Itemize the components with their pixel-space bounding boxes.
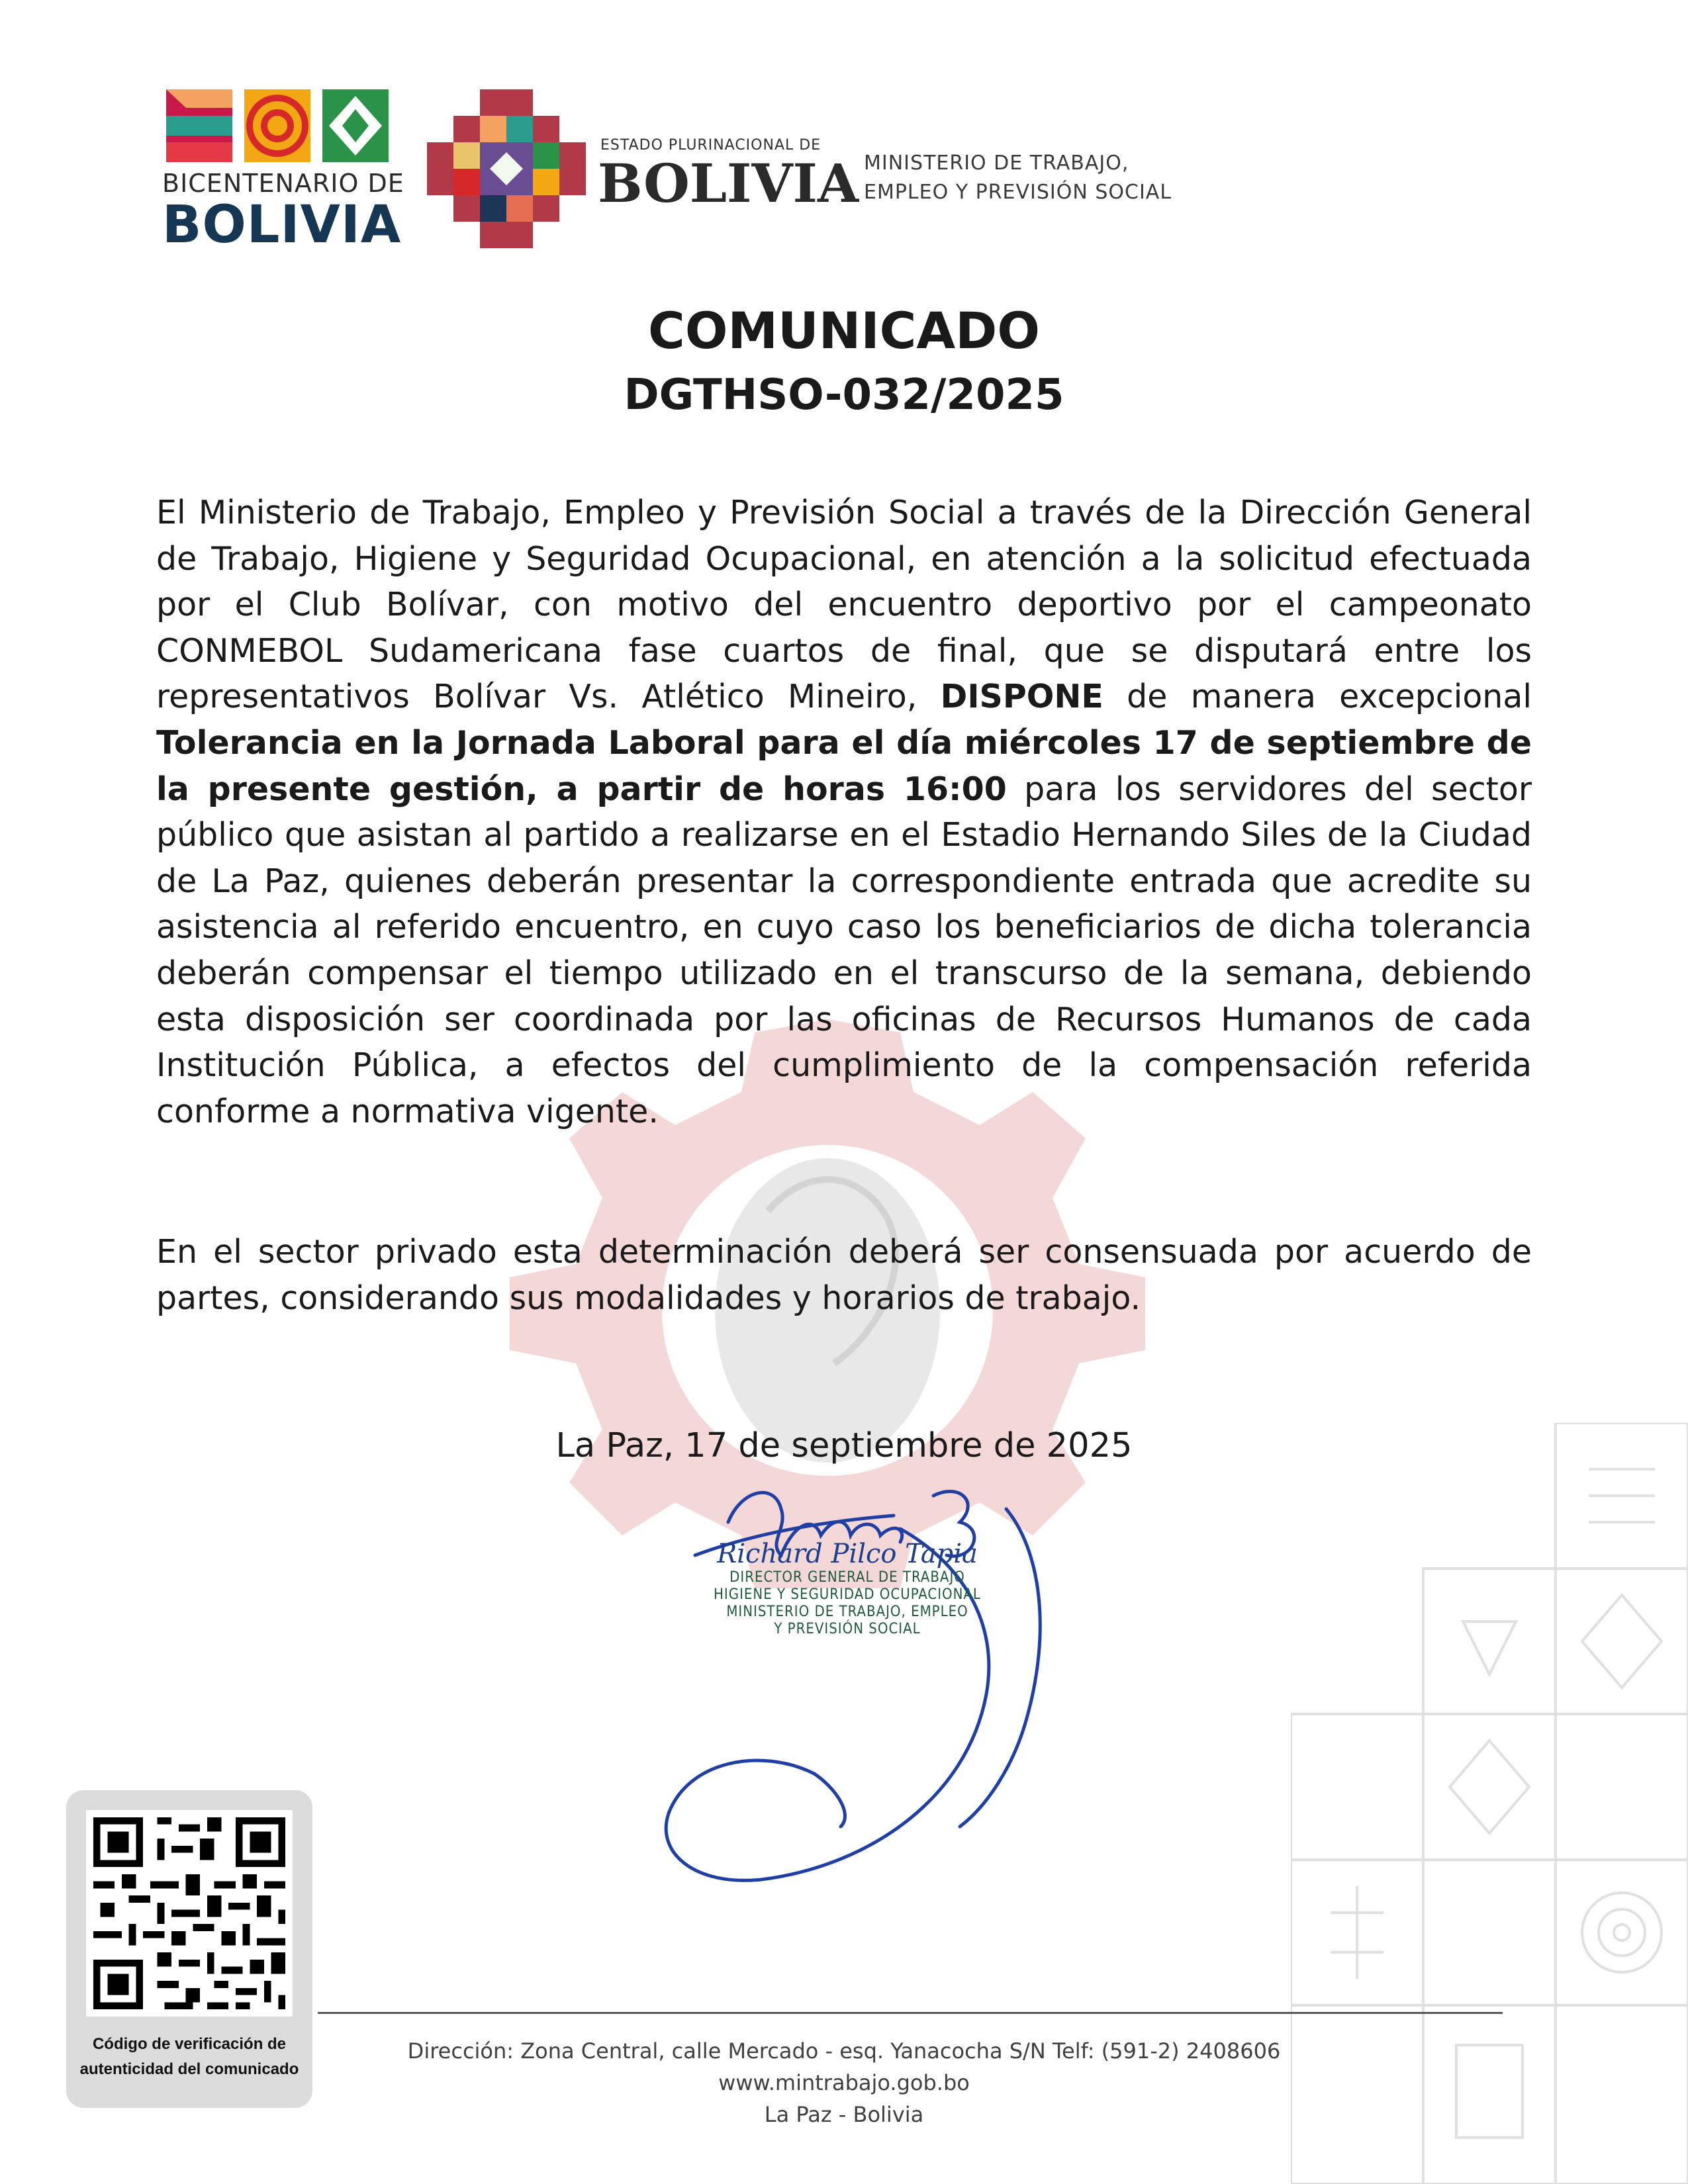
body-paragraph-2: En el sector privado esta determinación deberá ser consensuada por acuerdo de partes, considerando sus modalidades y horarios de trabajo. (156, 1233, 1532, 1317)
bicentenario-logo (162, 89, 404, 255)
signer-name: Richard Pilco Tapia (717, 1539, 978, 1569)
qr-code-icon[interactable] (86, 1810, 293, 2017)
paragraph-1-bold-dispone: DISPONE (940, 678, 1103, 716)
document-date: La Paz, 17 de septiembre de 2025 (555, 1426, 1133, 1465)
paragraph-1-text-a: El Ministerio de Trabajo, Empleo y Previsión Social a través de la Dirección General de Trabajo, Higiene y Seguridad Ocupacional, en atención a la solicitud efectuada por el Club Bolívar, con motivo del encuentro deportivo por el campeonato CONMEBOL Sudamericana fase cuartos de final, que se disputará entre los representativos Bolívar Vs. Atlético Mineiro, (156, 494, 1532, 716)
ministerio-line-1: MINISTERIO DE TRABAJO, (864, 152, 1129, 175)
document-code: DGTHSO-032/2025 (624, 371, 1064, 420)
paragraph-1-text-b: de manera excepcional (1103, 678, 1532, 716)
ministerio-logo-text (864, 149, 1172, 207)
estado-bolivia-text: BOLIVIA (598, 152, 859, 214)
footer-website-link[interactable]: www.mintrabajo.gob.bo (718, 2070, 970, 2095)
bicentenario-text: BICENTENARIO DE (162, 169, 404, 198)
signature-stamp (692, 1539, 1003, 1638)
bicentenario-tiles-icon (166, 89, 391, 162)
paragraph-1-bold-tolerancia: Tolerancia en la Jornada Laboral para el día miércoles 17 de septiembre de la presente gestión, a partir de horas 16:00 (156, 723, 1532, 808)
footer-address: Dirección: Zona Central, calle Mercado - esq. Yanacocha S/N Telf: (591-2) 2408606 (407, 2038, 1281, 2064)
chakana-emblem-icon (427, 89, 586, 248)
handwritten-signature (616, 1456, 1079, 1919)
bicentenario-bolivia-text: BOLIVIA (162, 195, 402, 255)
signer-title-1: DIRECTOR GENERAL DE TRABAJO (729, 1569, 965, 1586)
estado-plurinacional-text: ESTADO PLURINACIONAL DE (600, 137, 821, 154)
signer-title-2: HIGIENE Y SEGURIDAD OCUPACIONAL (714, 1586, 981, 1603)
paragraph-1-text-c: para los servidores del sector público que asistan al partido a realizarse en el Estadio Hernando Siles de la Ciudad de La Paz, quienes deberán presentar la correspondiente entrada que acredite su asistencia al referido encuentro, en cuyo caso los beneficiarios de dicha tolerancia deberán compensar el tiempo utilizado en el transcurso de la semana, debiendo esta disposición ser coordinada por las oficinas de Recursos Humanos de cada Institución Pública, a efectos del cumplimiento de la compensación referida conforme a normativa vigente. (156, 770, 1532, 1130)
signer-title-4: Y PREVISIÓN SOCIAL (774, 1621, 921, 1637)
qr-caption-line-2: autenticidad del comunicado (79, 2060, 299, 2078)
estado-plurinacional-logo (427, 89, 859, 248)
qr-caption-line-1: Código de verificación de (92, 2035, 287, 2053)
signer-title-3: MINISTERIO DE TRABAJO, EMPLEO (726, 1604, 968, 1620)
footer-divider (318, 2012, 1503, 2014)
document-title: COMUNICADO (648, 301, 1040, 360)
body-paragraph-1 (156, 490, 1532, 1134)
footer-city: La Paz - Bolivia (764, 2102, 924, 2127)
ministerio-line-2: EMPLEO Y PREVISIÓN SOCIAL (864, 181, 1172, 204)
